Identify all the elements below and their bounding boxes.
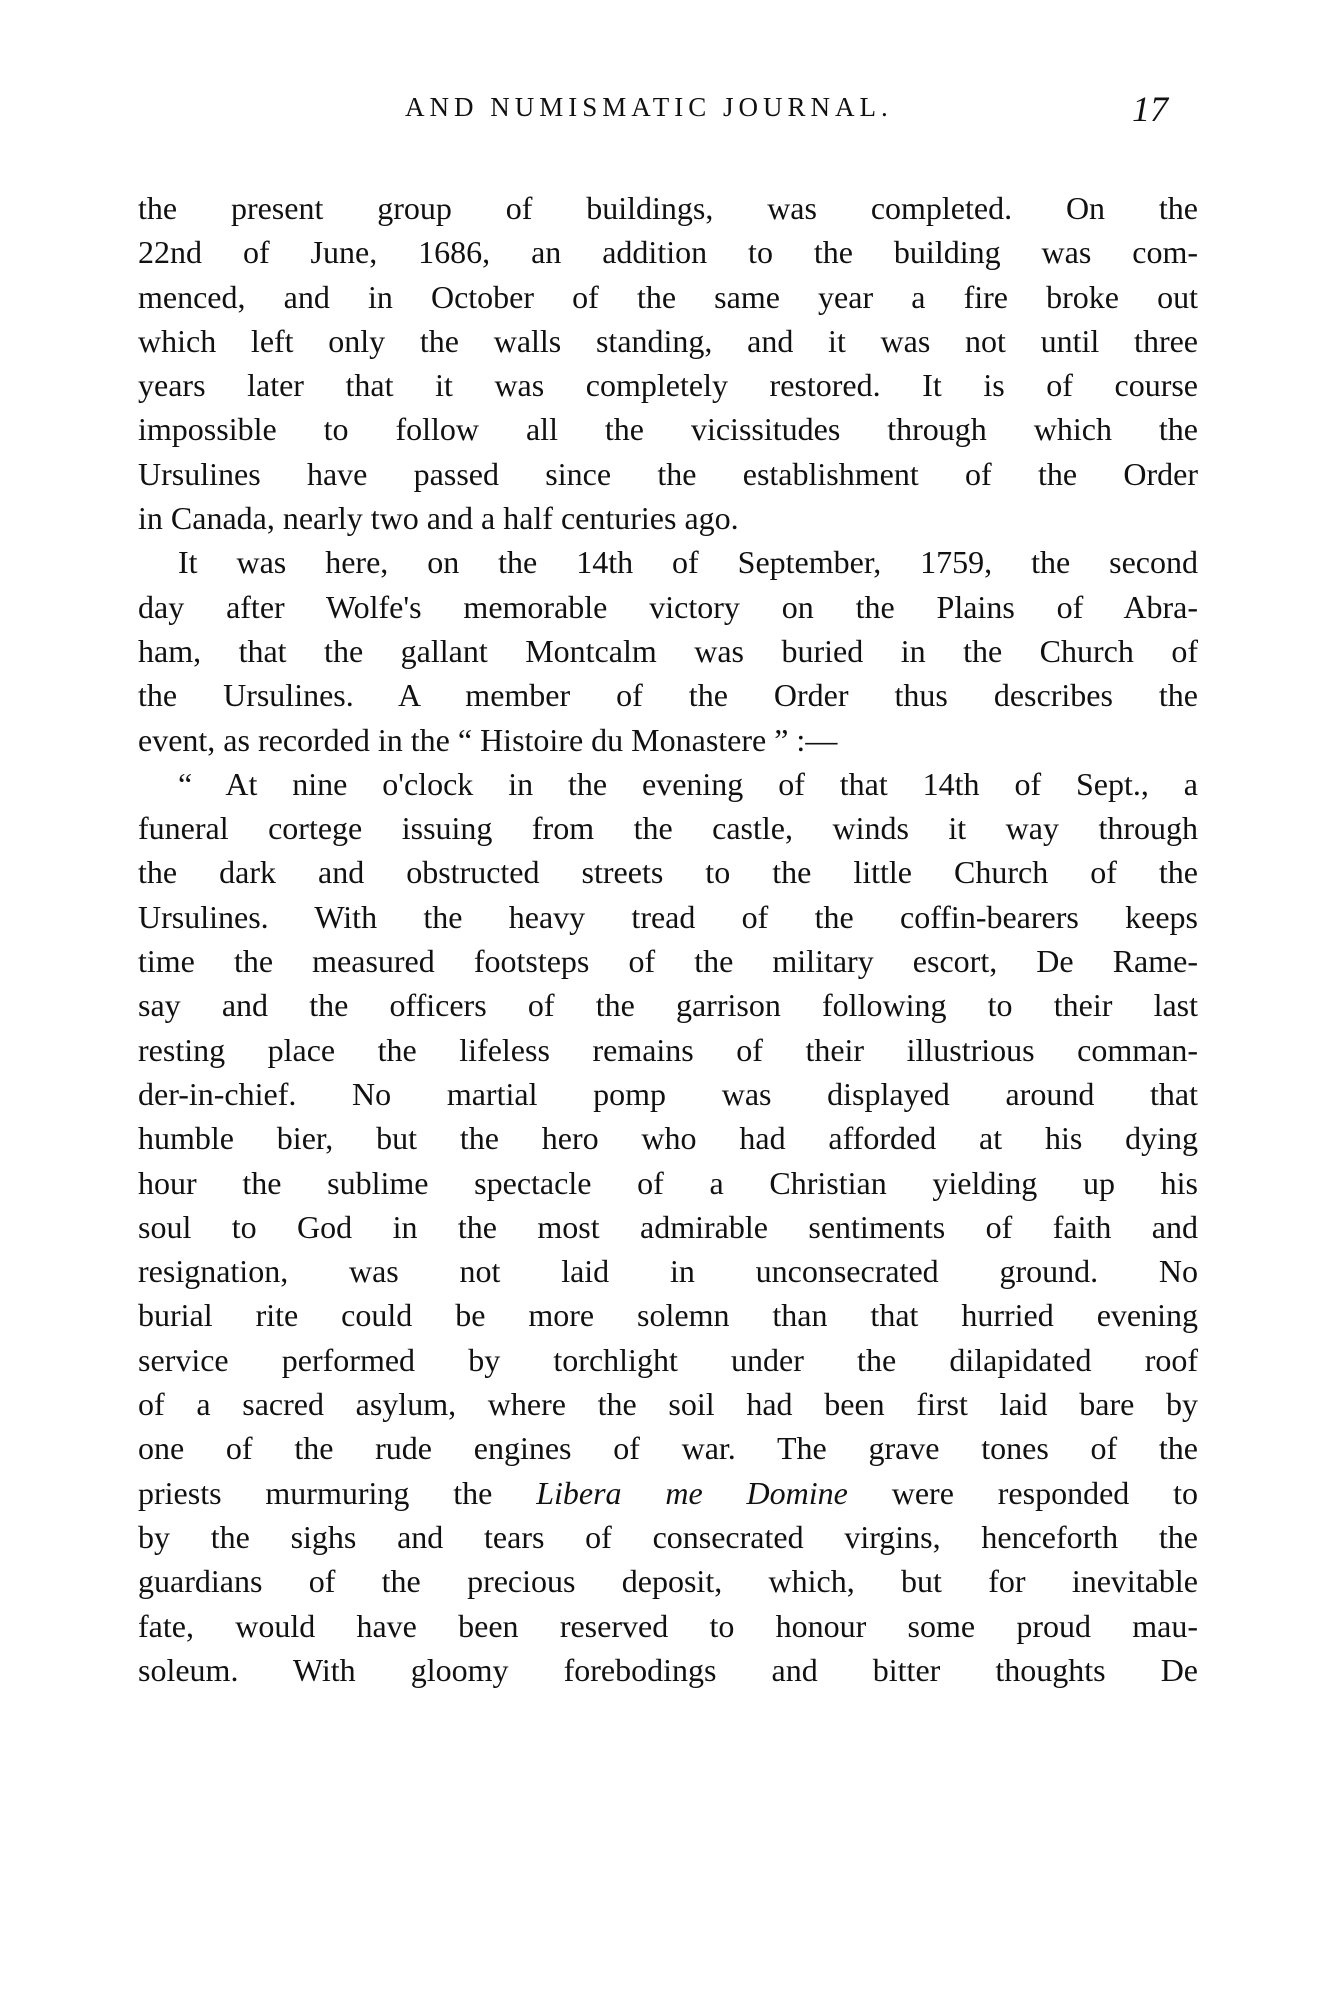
text-line: say and the officers of the garrison following to their last: [138, 987, 1198, 1024]
text-line: der-in-chief. No martial pomp was displayed around that: [138, 1075, 1198, 1112]
text-line: ham, that the gallant Montcalm was buried in the Church of: [138, 632, 1198, 669]
text-line: Ursulines have passed since the establishment of the Order: [138, 455, 1198, 492]
running-head: [0, 89, 1320, 132]
page-number: 17: [1132, 89, 1168, 129]
text-line: It was here, on the 14th of September, 1759, the second: [178, 544, 1198, 581]
text-line: service performed by torchlight under the dilapidated roof: [138, 1341, 1198, 1378]
paragraph-1: [138, 186, 1198, 540]
body-text: [138, 186, 1198, 1692]
text-line: guardians of the precious deposit, which, but for inevitable: [138, 1563, 1198, 1600]
text-line: burial rite could be more solemn than that hurried evening: [138, 1297, 1198, 1334]
text-line: soul to God in the most admirable sentiments of faith and: [138, 1208, 1198, 1245]
running-title: AND NUMISMATIC JOURNAL.: [405, 92, 893, 122]
text-line: humble bier, but the hero who had afforded at his dying: [138, 1120, 1198, 1157]
text-line: hour the sublime spectacle of a Christian yielding up his: [138, 1164, 1198, 1201]
text-line: day after Wolfe's memorable victory on the Plains of Abra-: [138, 588, 1198, 625]
text-line: Ursulines. With the heavy tread of the coffin-bearers keeps: [138, 898, 1198, 935]
paragraph-2: [138, 540, 1198, 761]
text-line: resting place the lifeless remains of their illustrious comman-: [138, 1031, 1198, 1068]
text-line: funeral cortege issuing from the castle, winds it way through: [138, 810, 1198, 847]
text-line: “ At nine o'clock in the evening of that 14th of Sept., a: [178, 765, 1198, 802]
text-line: of a sacred asylum, where the soil had been first laid bare by: [138, 1386, 1198, 1423]
text-line: one of the rude engines of war. The grave tones of the: [138, 1430, 1198, 1467]
text-line: soleum. With gloomy forebodings and bitter thoughts De: [138, 1651, 1198, 1688]
text-line: the present group of buildings, was completed. On the: [138, 190, 1198, 226]
text-line: fate, would have been reserved to honour some proud mau-: [138, 1607, 1198, 1644]
text-line: event, as recorded in the “ Histoire du Monastere ” :—: [138, 721, 838, 758]
text-line: time the measured footsteps of the military escort, De Rame-: [138, 943, 1198, 980]
text-line: menced, and in October of the same year a fire broke out: [138, 278, 1198, 315]
text-line: resignation, was not laid in unconsecrated ground. No: [138, 1253, 1198, 1290]
text-segment: priests murmuring the: [138, 1474, 537, 1511]
paragraph-3-quotation: [138, 762, 1198, 1692]
text-line: 22nd of June, 1686, an addition to the building was com-: [138, 234, 1198, 271]
text-line: the dark and obstructed streets to the little Church of the: [138, 854, 1198, 891]
text-line: the Ursulines. A member of the Order thus describes the: [138, 677, 1198, 714]
text-segment: were responded to: [847, 1474, 1199, 1511]
text-line: impossible to follow all the vicissitudes through which the: [138, 411, 1198, 448]
italic-phrase: Libera me Domine: [536, 1474, 848, 1511]
text-line-with-italic: [138, 1471, 1198, 1515]
text-line: in Canada, nearly two and a half centuries ago.: [138, 500, 739, 537]
text-line: by the sighs and tears of consecrated virgins, henceforth the: [138, 1518, 1198, 1555]
text-line: which left only the walls standing, and it was not until three: [138, 322, 1198, 359]
text-line: years later that it was completely restored. It is of course: [138, 367, 1198, 404]
